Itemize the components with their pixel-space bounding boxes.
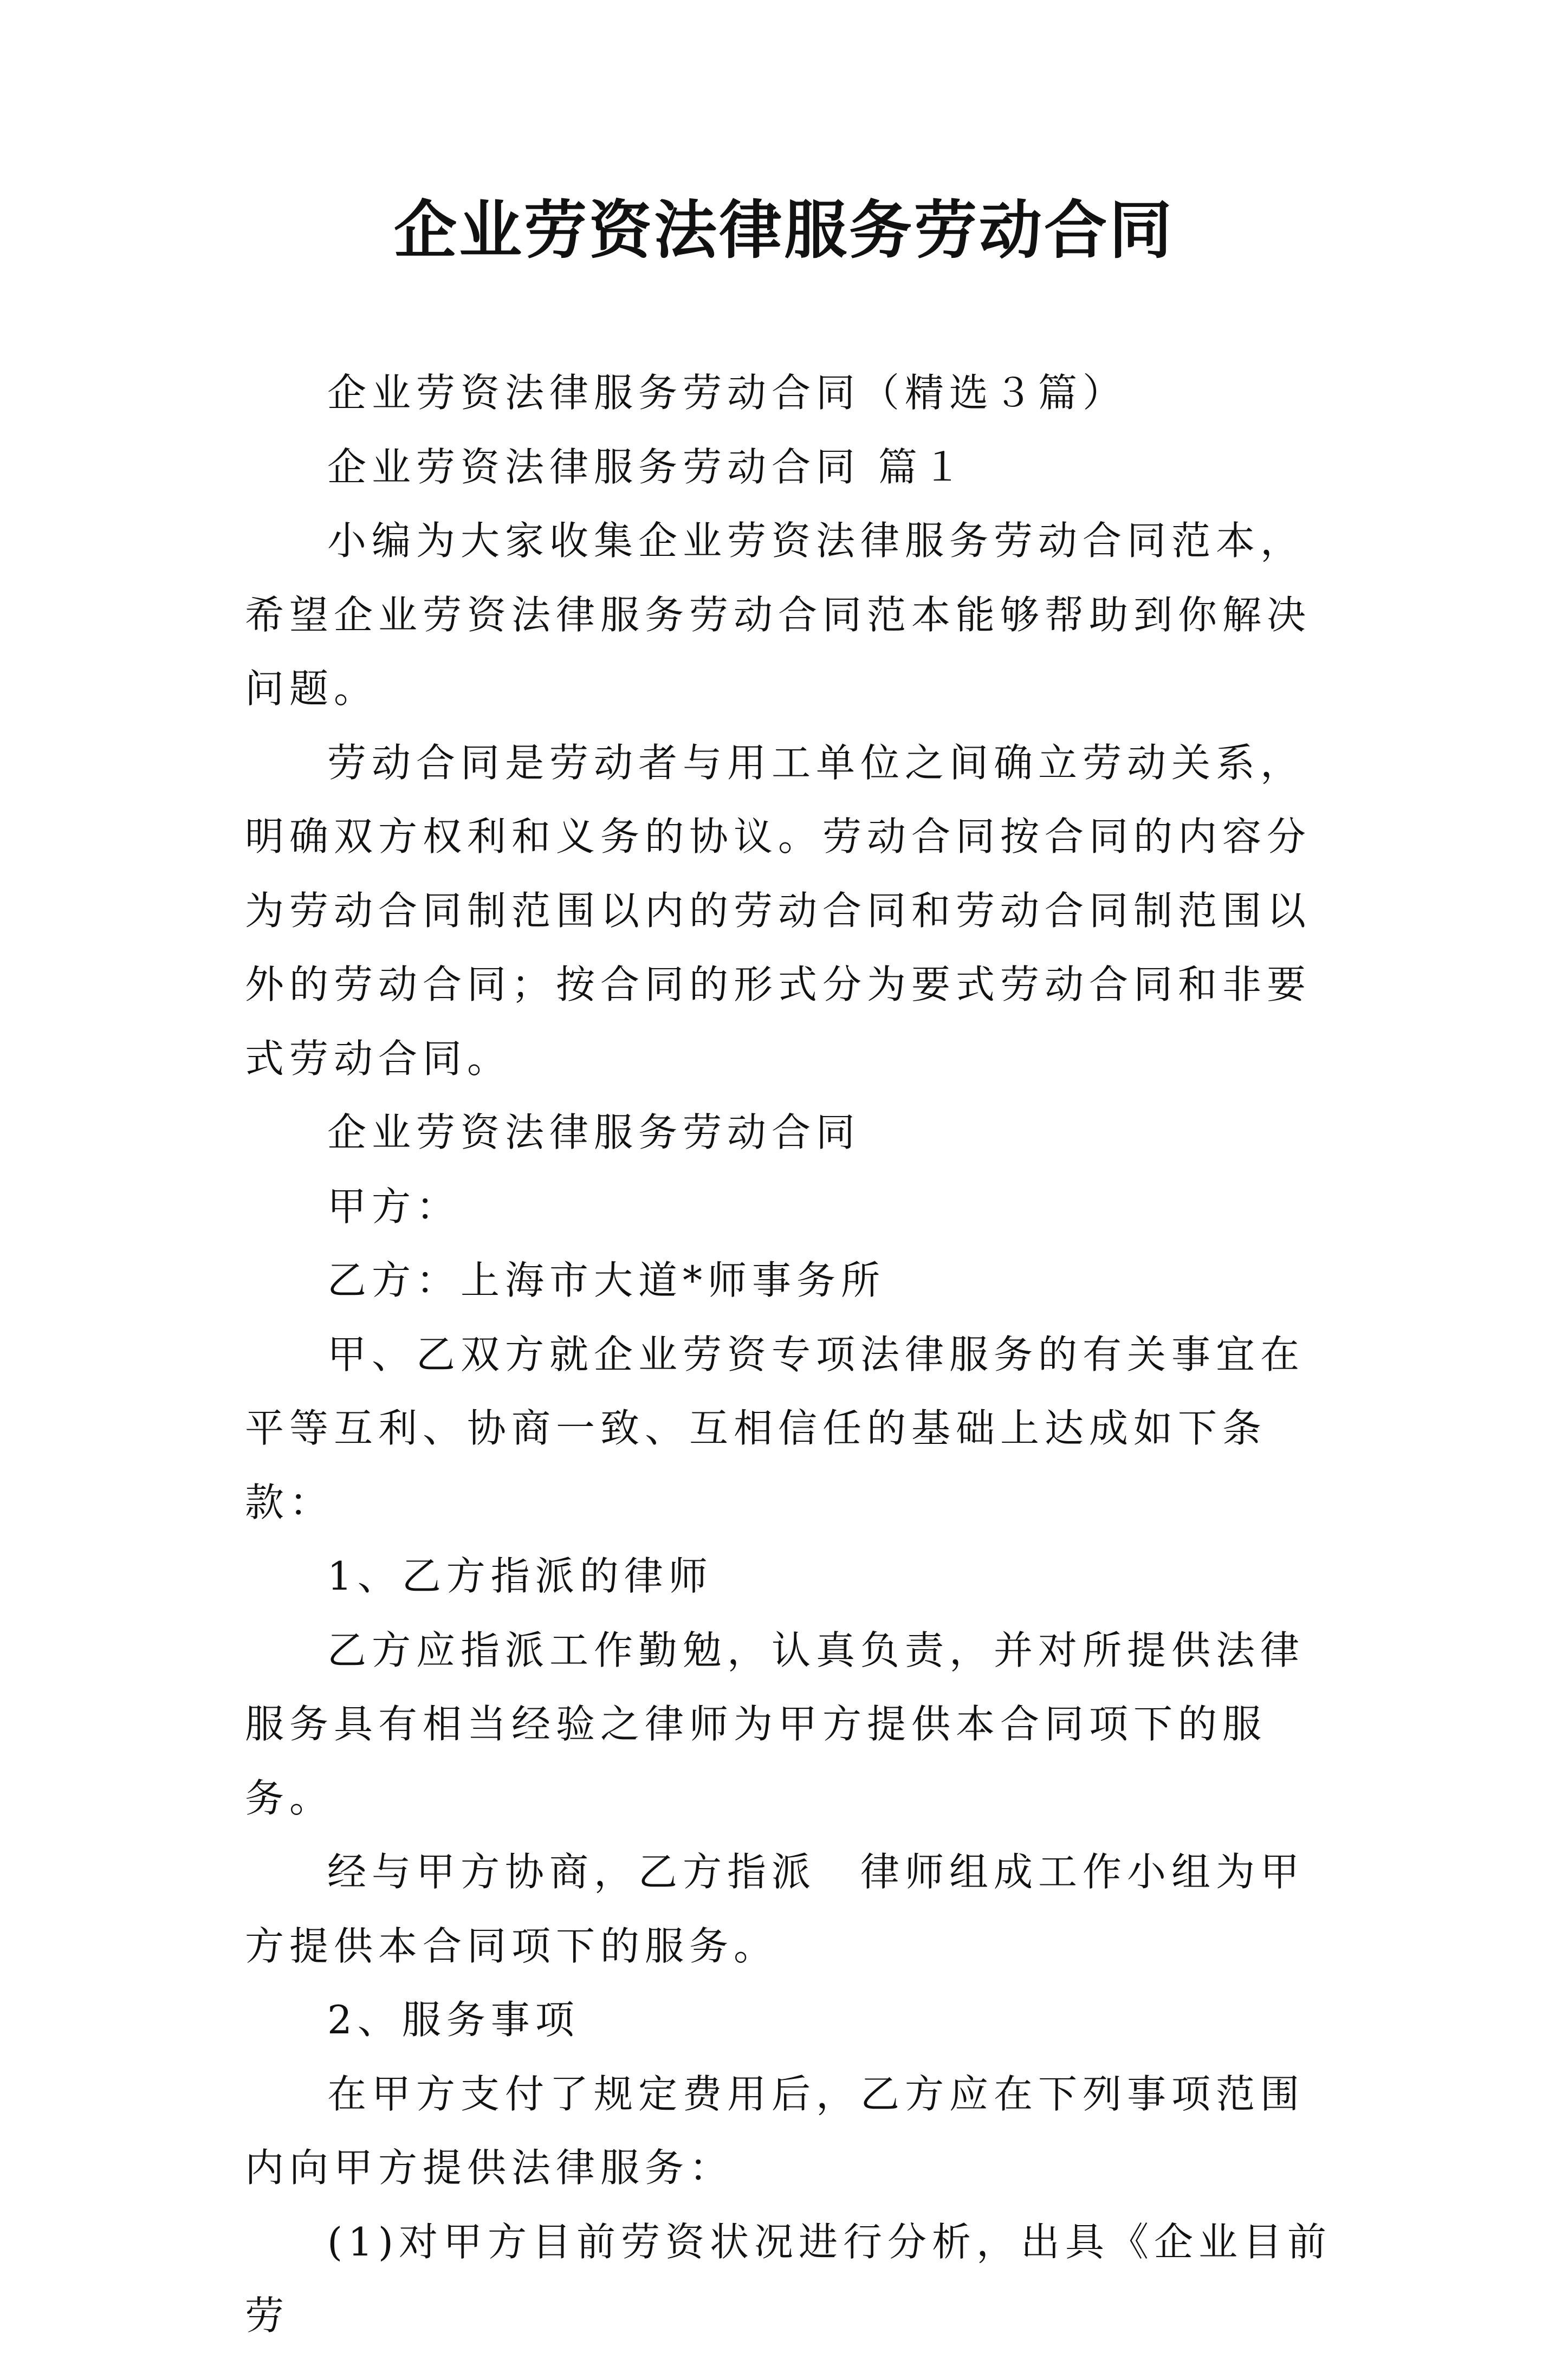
paragraph-contract-name: 企业劳资法律服务劳动合同: [327, 1110, 861, 1155]
paragraph-agreement: 甲、乙双方就企业劳资专项法律服务的有关事宜在平等互利、协商一致、互相信任的基础上达成如下条款：: [245, 1331, 1305, 1525]
paragraph-definition: 劳动合同是劳动者与用工单位之间确立劳动关系，明确双方权利和义务的协议。劳动合同按合同的内容分为劳动合同制范围以内的劳动合同和劳动合同制范围以外的劳动合同；按合同的形式分为要式劳动合同和非要式劳动合同。: [245, 740, 1312, 1081]
paragraph-section-2-heading: 2、服务事项: [327, 1997, 580, 2043]
paragraph-party-a: 甲方：: [327, 1183, 461, 1229]
paragraph-section-2-item-1: (1)对甲方目前劳资状况进行分析，出具《企业目前劳: [245, 2219, 1332, 2338]
paragraph-part-heading: 企业劳资法律服务劳动合同 篇１: [327, 444, 967, 490]
document-body: [245, 356, 1338, 2353]
paragraph-section-2-body: 在甲方支付了规定费用后，乙方应在下列事项范围内向甲方提供法律服务：: [245, 2071, 1305, 2190]
paragraph-section-1-body: 乙方应指派工作勤勉，认真负责，并对所提供法律服务具有相当经验之律师为甲方提供本合同项下的服务。: [245, 1627, 1305, 1821]
paragraph-intro: 小编为大家收集企业劳资法律服务劳动合同范本，希望企业劳资法律服务劳动合同范本能够帮助到你解决问题。: [245, 518, 1312, 711]
paragraph-subtitle: 企业劳资法律服务劳动合同（精选３篇）: [327, 370, 1128, 416]
paragraph-section-1-heading: 1、乙方指派的律师: [327, 1553, 713, 1599]
paragraph-party-b: 乙方：上海市大道*师事务所: [327, 1257, 886, 1303]
document-title: 企业劳资法律服务劳动合同: [394, 193, 1174, 267]
paragraph-section-1-team: 经与甲方协商，乙方指派 律师组成工作小组为甲方提供本合同项下的服务。: [245, 1849, 1305, 1969]
